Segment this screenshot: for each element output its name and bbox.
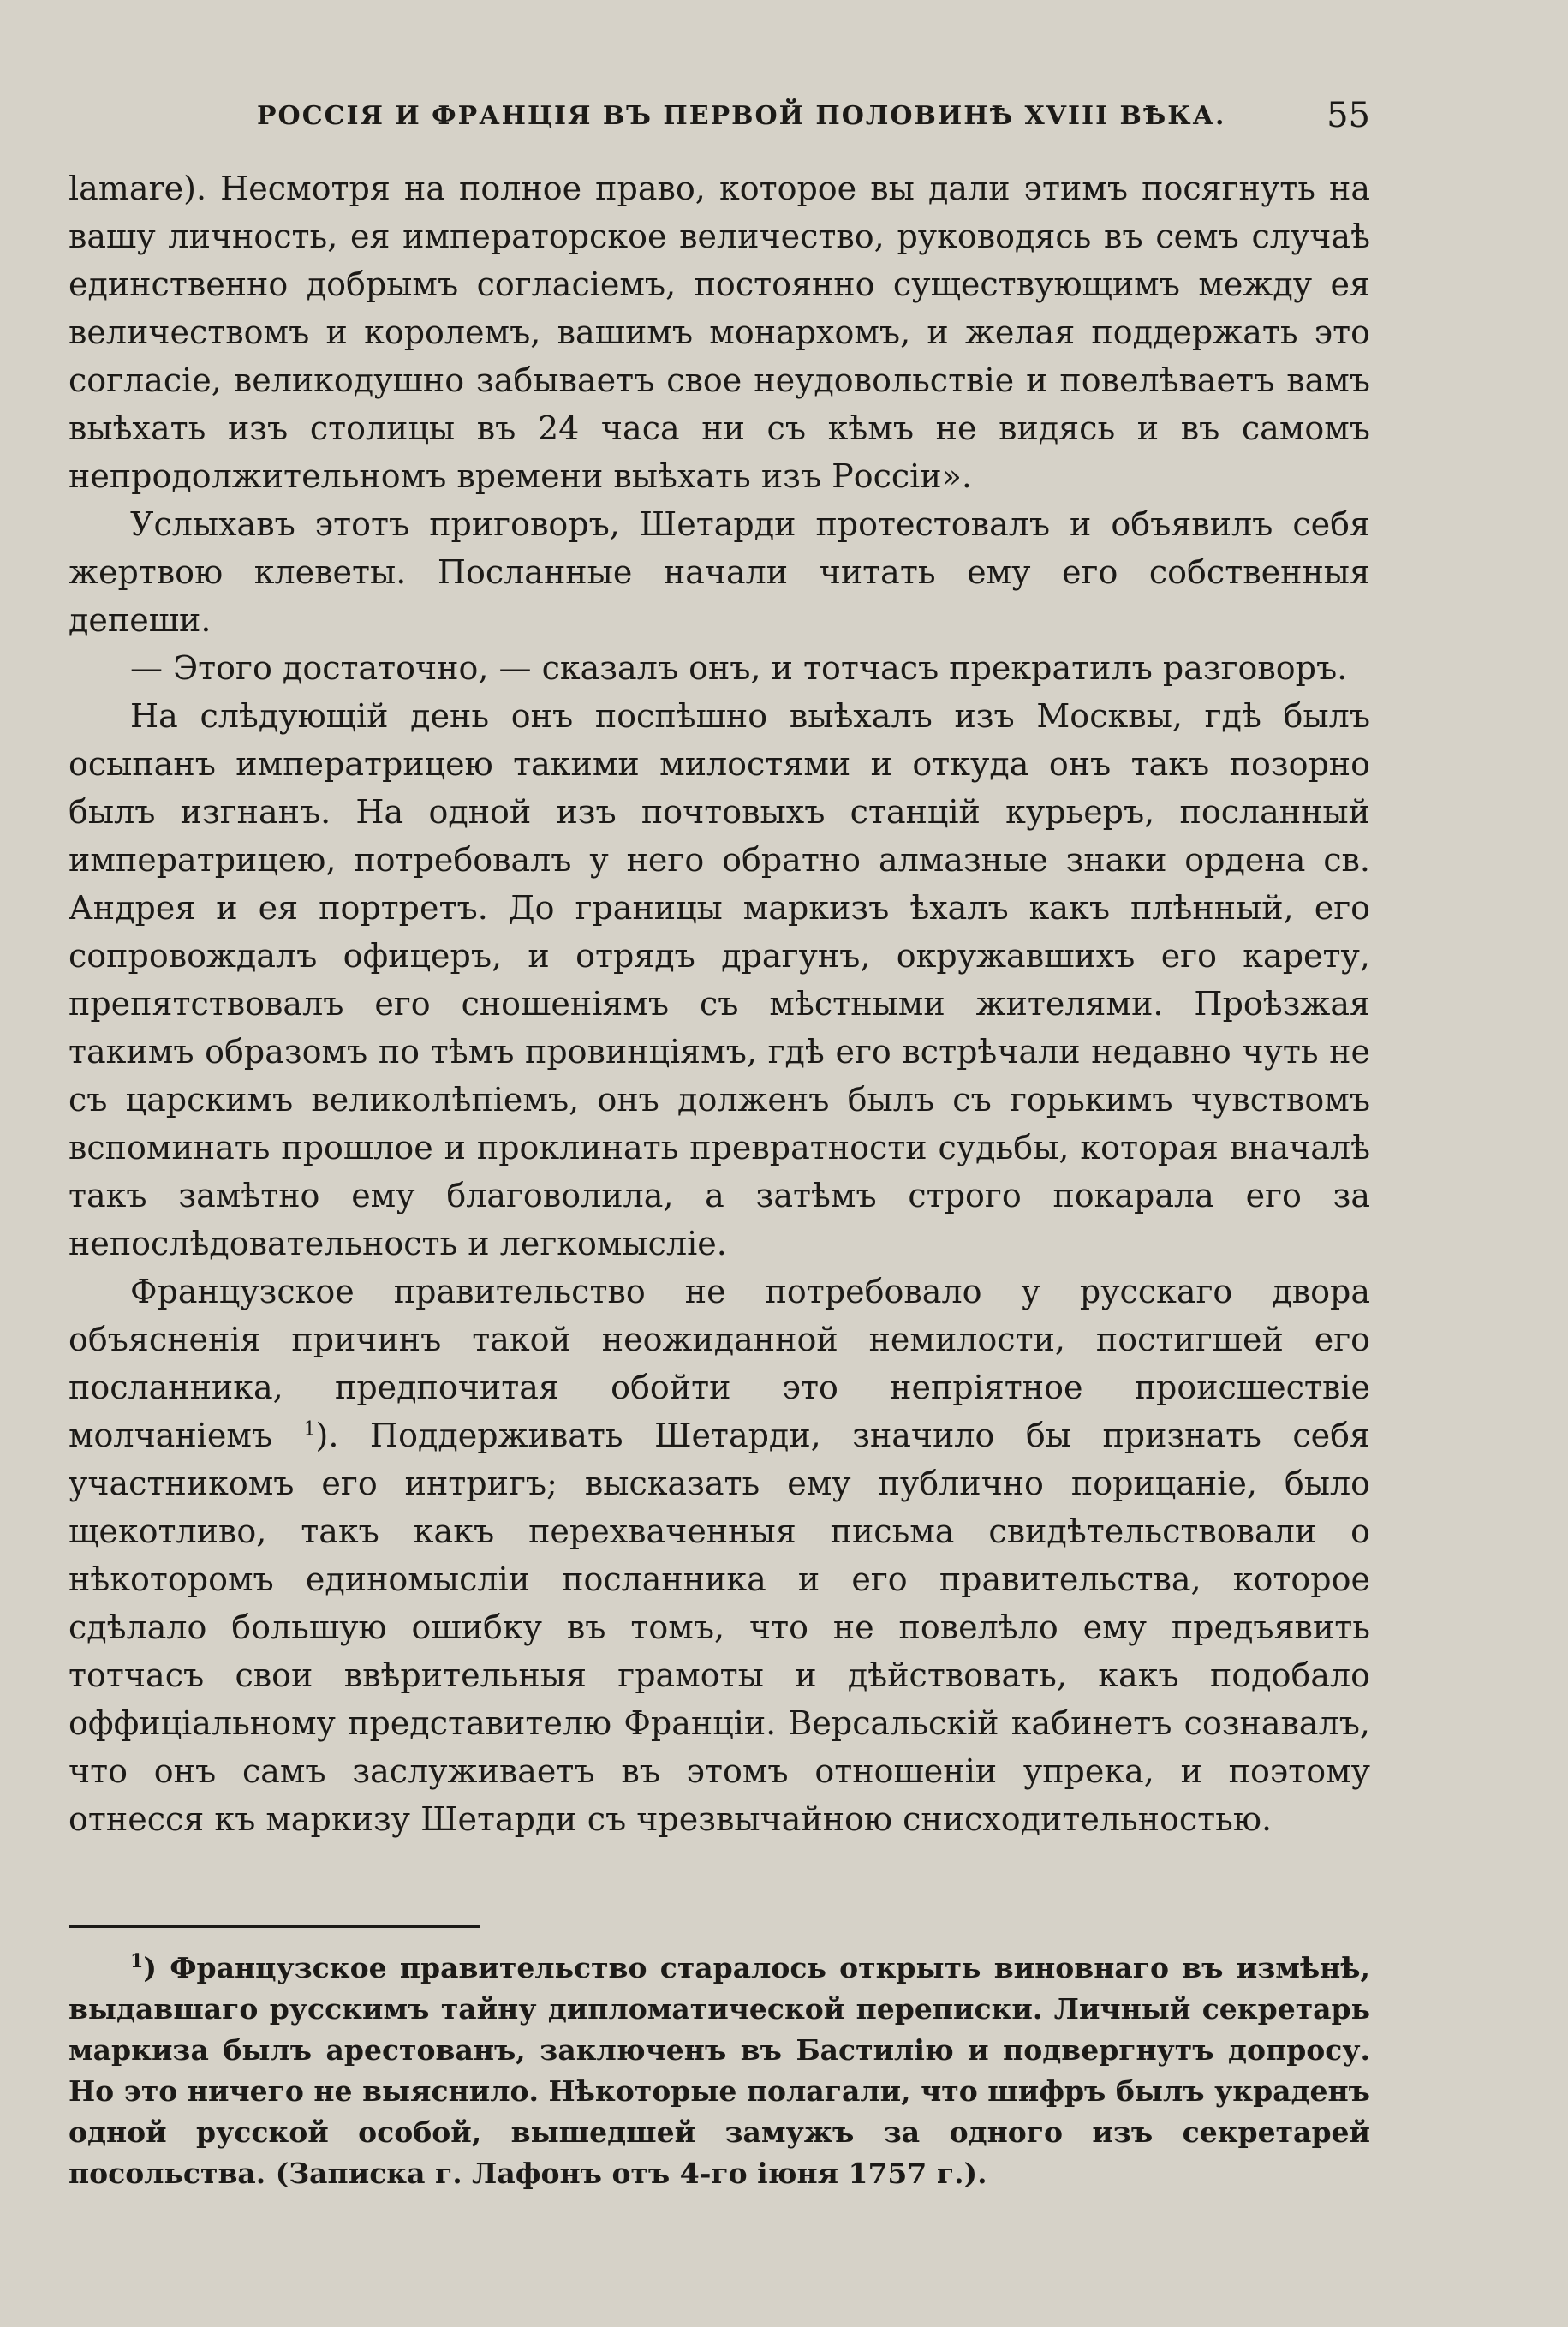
- footnote-marker: 1: [130, 1950, 144, 1972]
- footnote: [69, 1948, 1370, 2194]
- paragraph-5: [69, 1268, 1370, 1843]
- body-text: [69, 164, 1370, 1843]
- paragraph-5-end: ). Поддерживать Шетарди, значило бы признать себя участникомъ его интригъ; высказать ему публично порицаніе, было щекотливо, такъ какъ перехваченныя письма свидѣтельствовали о нѣкоторомъ единомысліи посланника и его правительства, которое сдѣлало большую ошибку въ томъ, что не повелѣло ему предъявить тотчасъ свои ввѣрительныя грамоты и дѣйствовать, какъ подобало оффиціальному представителю Франціи. Версальскій кабинетъ сознавалъ, что онъ самъ заслуживаетъ въ этомъ отношеніи упрека, и поэтому отнесся къ маркизу Шетарди съ чрезвычайною снисходительностью.: [69, 1417, 1370, 1838]
- paragraph-5-start: Французское правительство не потребовало у русскаго двора объясненія причинъ такой неожиданной немилости, постигшей его посланника, предпочитая обойти это непріятное происшествіе молчаніемъ: [69, 1273, 1370, 1454]
- paragraph-1: lamare). Несмотря на полное право, которое вы дали этимъ посягнуть на вашу личность, ея императорское величество, руководясь въ семъ случаѣ единственно добрымъ согласіемъ, постоянно существующимъ между ея величествомъ и королемъ, вашимъ монархомъ, и желая поддержать это согласіе, великодушно забываетъ свое неудовольствіе и повелѣваетъ вамъ выѣхать изъ столицы въ 24 часа ни съ кѣмъ не видясь и въ самомъ непродолжительномъ времени выѣхать изъ Россіи».: [69, 170, 1370, 495]
- running-title: РОССІЯ И ФРАНЦІЯ ВЪ ПЕРВОЙ ПОЛОВИНѢ XVIII ВѢКА.: [257, 101, 1226, 131]
- page-number: 55: [1327, 96, 1370, 135]
- footnote-text: ) Французское правительство старалось открыть виновнаго въ измѣнѣ, выдавшаго русскимъ тайну дипломатической переписки. Личный секретарь маркиза былъ арестованъ, заключенъ въ Бастилію и подвергнутъ допросу. Но это ничего не выяснило. Нѣкоторые полагали, что шифръ былъ украденъ одной русской особой, вышедшей замужъ за одного изъ секретарей посольства. (Записка г. Лафонъ отъ 4-го іюня 1757 г.).: [69, 1951, 1370, 2190]
- running-head: [69, 92, 1370, 144]
- footnote-reference: 1: [303, 1418, 316, 1441]
- paragraph-4: На слѣдующій день онъ поспѣшно выѣхалъ изъ Москвы, гдѣ былъ осыпанъ императрицею такими милостями и откуда онъ такъ позорно былъ изгнанъ. На одной изъ почтовыхъ станцій курьеръ, посланный императрицею, потребовалъ у него обратно алмазные знаки ордена св. Андрея и ея портретъ. До границы маркизъ ѣхалъ какъ плѣнный, его сопровождалъ офицеръ, и отрядъ драгунъ, окружавшихъ его карету, препятствовалъ его сношеніямъ съ мѣстными жителями. Проѣзжая такимъ образомъ по тѣмъ провинціямъ, гдѣ его встрѣчали недавно чуть не съ царскимъ великолѣпіемъ, онъ долженъ былъ съ горькимъ чувствомъ вспоминать прошлое и проклинать превратности судьбы, которая вначалѣ такъ замѣтно ему благоволила, а затѣмъ строго покарала его за непослѣдовательность и легкомысліе.: [69, 697, 1370, 1262]
- paragraph-3: — Этого достаточно, — сказалъ онъ, и тотчасъ прекратилъ разговоръ.: [130, 649, 1348, 687]
- footnote-divider: [69, 1925, 480, 1928]
- paragraph-2: Услыхавъ этотъ приговоръ, Шетарди протестовалъ и объявилъ себя жертвою клеветы. Посланные начали читать ему его собственныя депеши.: [69, 505, 1370, 639]
